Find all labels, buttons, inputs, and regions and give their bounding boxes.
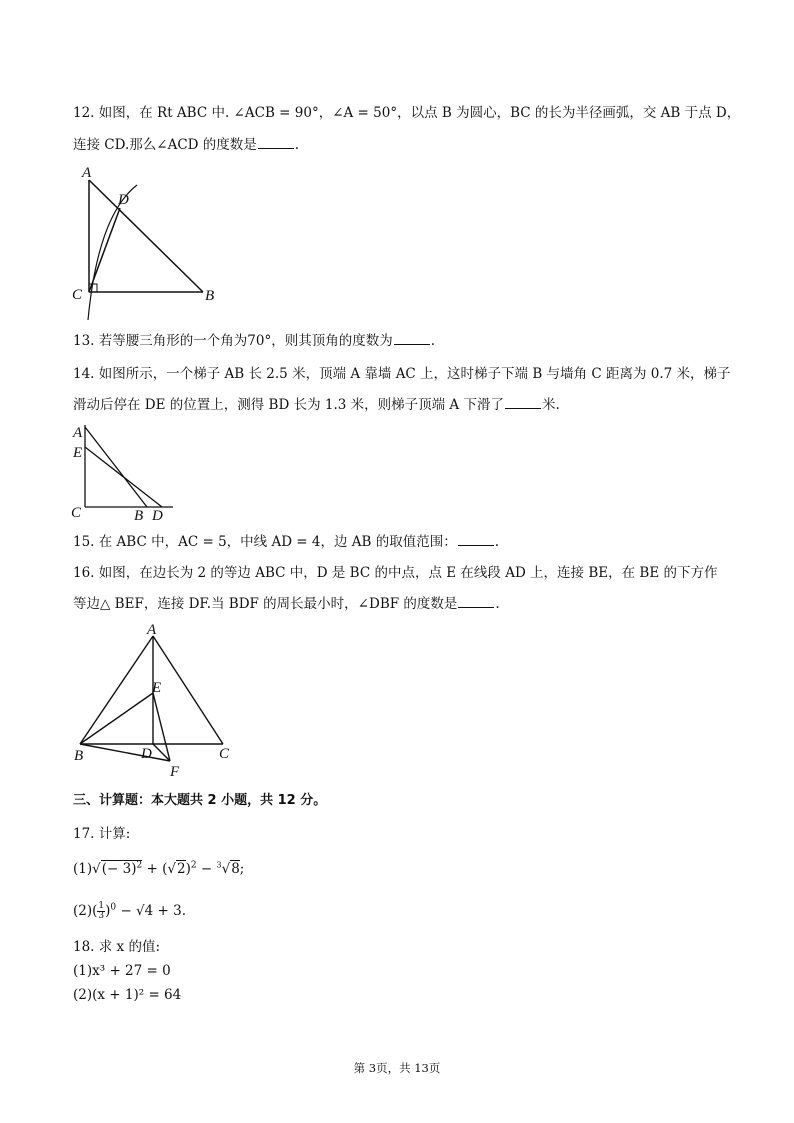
q16-line2-text: 等边△ BEF，连接 DF.当 BDF 的周长最小时，∠DBF 的度数是 [73, 596, 458, 612]
q17-p2-index: (2) [73, 903, 93, 919]
q14-line2 [73, 396, 560, 414]
q16-label-c: C [219, 746, 230, 762]
q18-part2: (2)(x + 1)² = 64 [73, 987, 182, 1003]
q17-p1-cube: 8 [231, 861, 240, 877]
q16-label-e: E [152, 680, 162, 696]
q12-label-b: B [205, 288, 215, 304]
section-heading: 三、计算题：本大题共 2 小题，共 12 分。 [73, 793, 327, 808]
q14-label-e: E [73, 445, 83, 461]
answer-blank [458, 595, 494, 608]
q16-label-f: F [170, 764, 180, 780]
q14-label-c: C [71, 505, 82, 521]
q17-title: 17. 计算: [73, 826, 131, 842]
q17-p1-index: (1) [73, 861, 93, 877]
q14-figure [60, 420, 190, 525]
answer-blank [394, 332, 430, 345]
q16-label-d: D [141, 746, 152, 762]
answer-blank [258, 136, 294, 149]
q14-label-a: A [73, 425, 83, 441]
q12-line1: 12. 如图，在 Rt ABC 中. ∠ACB = 90°，∠A = 50°，以点 B 为圆心，BC 的长为半径画弧，交 AB 于点 D， [73, 105, 741, 121]
q12-figure [60, 160, 230, 330]
q15-line [73, 533, 499, 551]
q14-line2-text: 滑动后停在 DE 的位置上，测得 BD 长为 1.3 米，则梯子顶端 A 下滑了 [73, 397, 504, 413]
q15-end: . [494, 534, 500, 550]
q14-line1: 14. 如图所示，一个梯子 AB 长 2.5 米，顶端 A 靠墙 AC 上，这时梯子下端 B 与墙角 C 距离为 0.7 米，梯子 [73, 366, 731, 382]
q12-line2 [73, 136, 299, 154]
q14-line2-end: 米. [541, 397, 560, 413]
q16-line2 [73, 595, 500, 613]
q12-label-a: A [82, 165, 92, 181]
q12-label-d: D [118, 192, 129, 208]
q17-p2-fraction: $\frac{1}{3}$ [98, 901, 105, 921]
answer-blank [505, 396, 541, 409]
q17-p2-exp: 0 [110, 902, 117, 913]
page-footer: 第 3页，共 13页 [353, 1061, 441, 1075]
q13-line [73, 332, 435, 350]
q17-p1-exp: 2 [136, 860, 143, 871]
q12-line2-end: . [294, 137, 300, 153]
q16-line2-end: . [495, 596, 500, 612]
q14-label-b: B [134, 508, 144, 524]
q17-p1-tail: ; [239, 861, 245, 877]
q13-text: 13. 若等腰三角形的一个角为70°，则其顶角的度数为 [73, 333, 393, 349]
q17-p2-rest: − √4 + 3. [120, 903, 187, 919]
q12-line2-text: 连接 CD.那么∠ACD 的度数是 [73, 137, 257, 153]
q18-part1: (1)x³ + 27 = 0 [73, 963, 171, 979]
q17-part2: (2)( $\frac{1}{3}$ )$^0$ − √4 + 3. [73, 901, 187, 921]
q17-p1-radicand: (− 3) [101, 861, 137, 877]
q16-label-a: A [147, 622, 157, 638]
answer-blank [458, 533, 494, 546]
q14-label-d: D [152, 508, 163, 524]
q16-figure [60, 618, 250, 783]
q16-line1: 16. 如图，在边长为 2 的等边 ABC 中，D 是 BC 的中点，点 E 在线段 AD 上，连接 BE，在 BE 的下方作 [73, 565, 718, 581]
q15-text: 15. 在 ABC 中，AC = 5，中线 AD = 4，边 AB 的取值范围： [73, 534, 457, 550]
q13-end: . [430, 333, 435, 349]
q18-title: 18. 求 x 的值: [73, 939, 161, 955]
q17-part1: $(1)√(- 3)^2 + (√2)^2 - ^3√8$; [73, 860, 245, 877]
q12-label-c: C [72, 287, 83, 303]
q16-label-b: B [74, 748, 84, 764]
